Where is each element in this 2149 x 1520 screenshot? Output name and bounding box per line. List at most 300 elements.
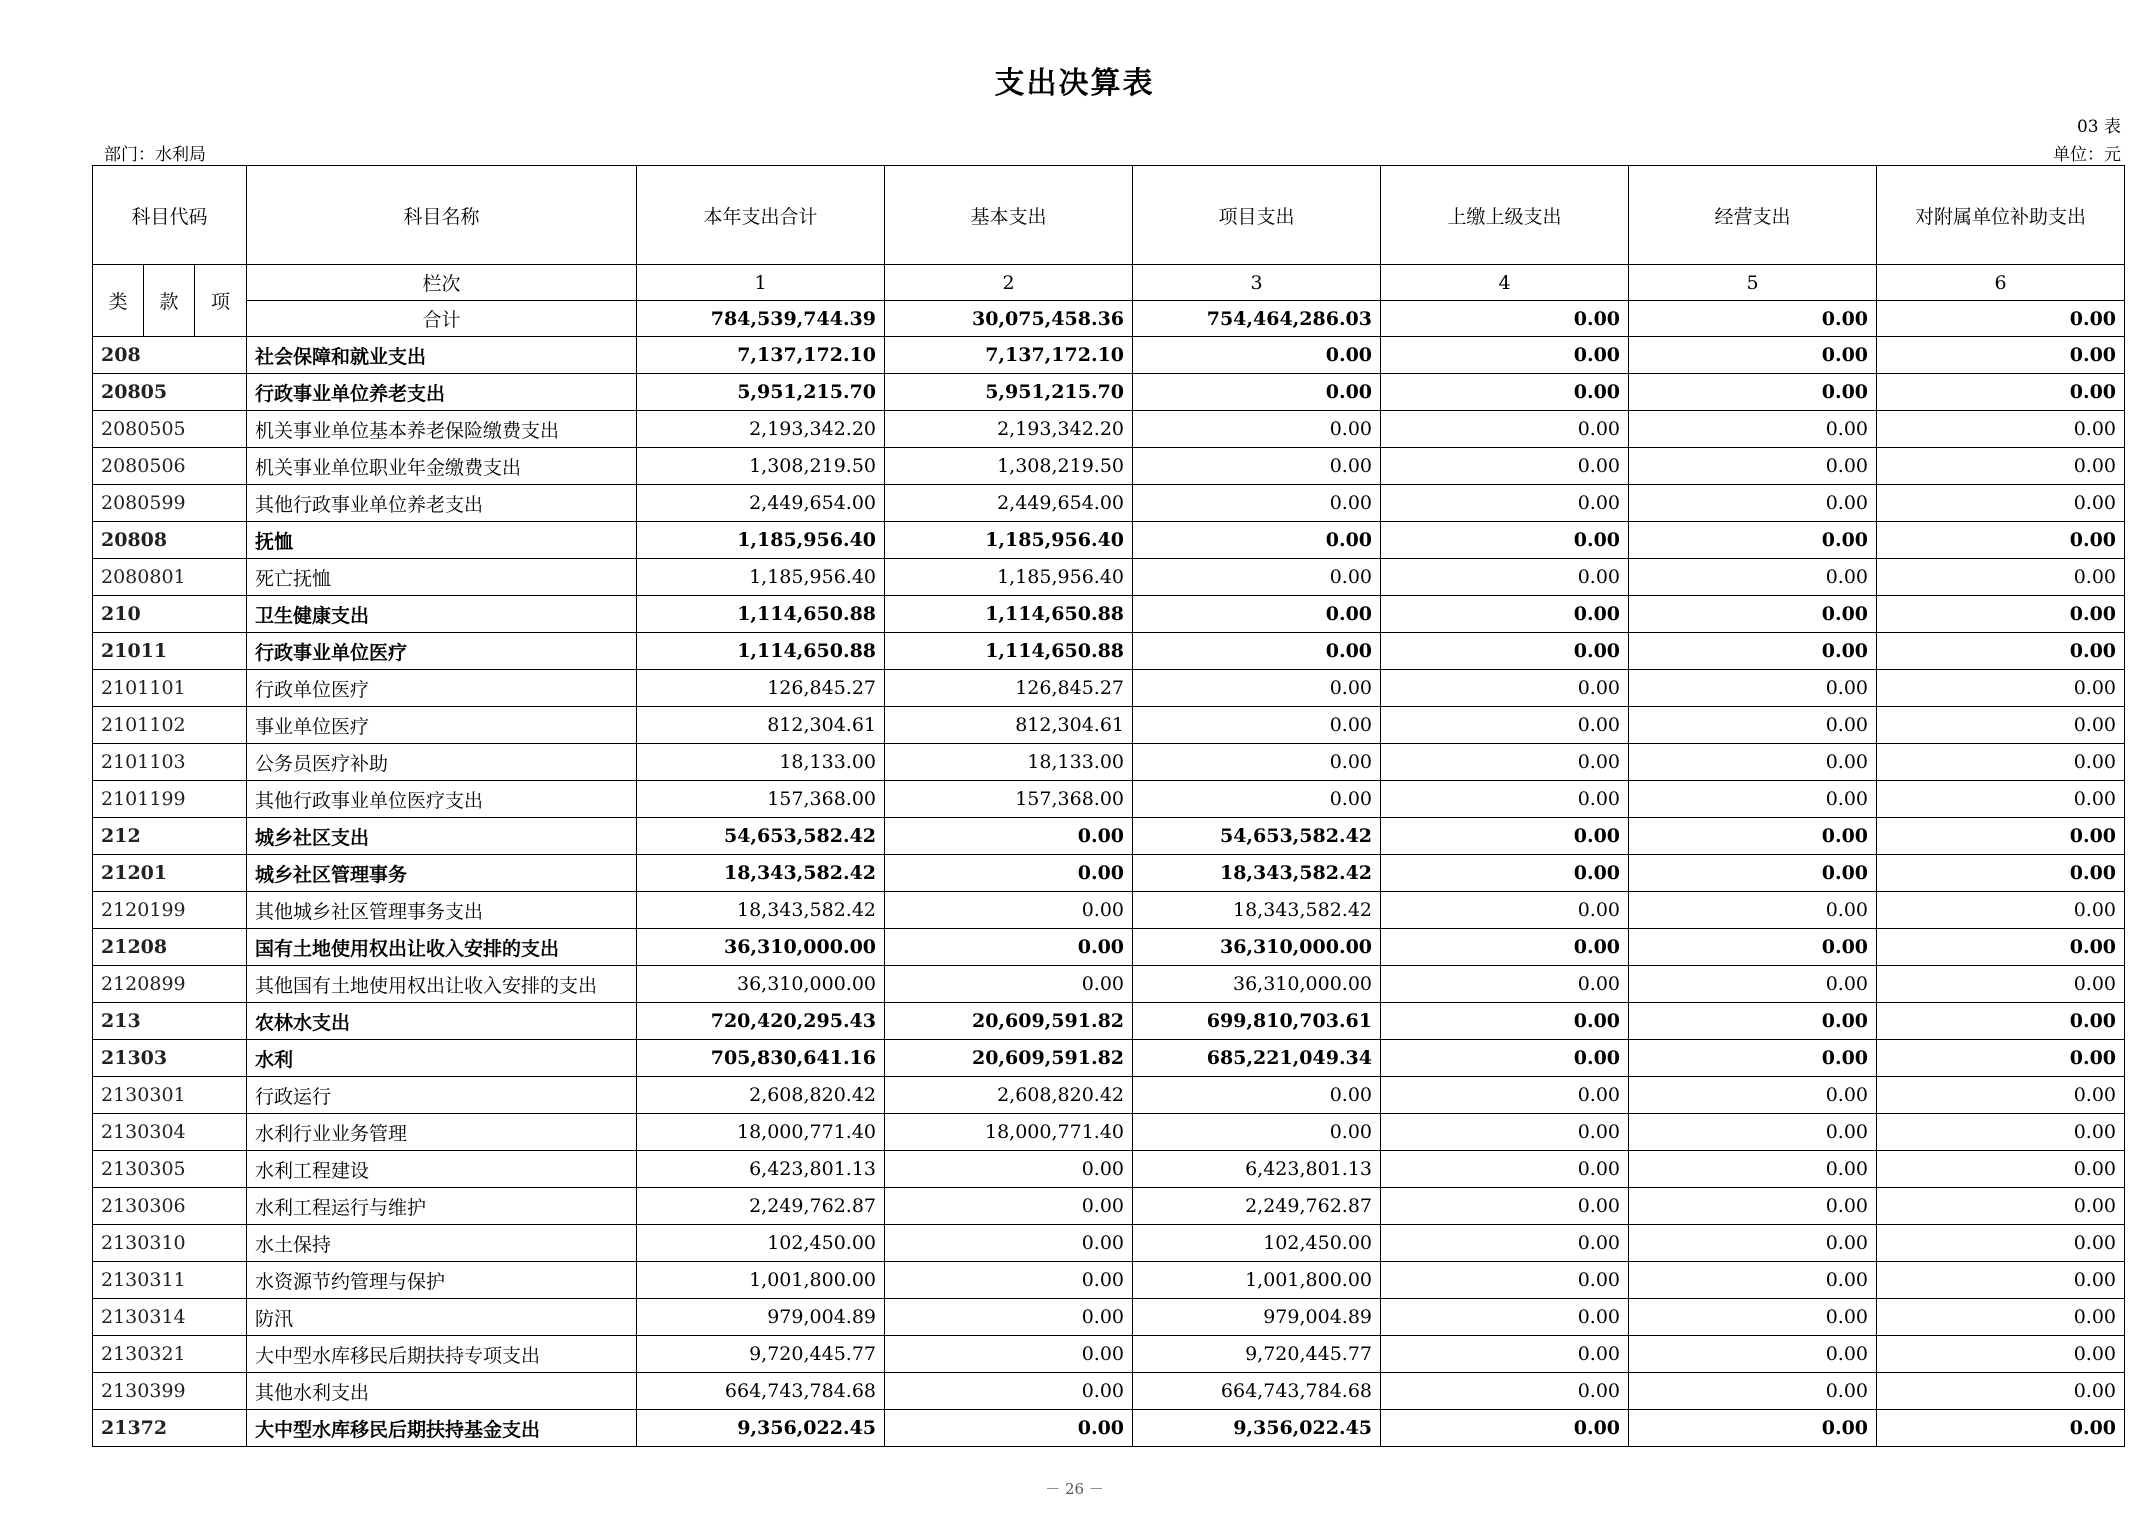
header-lanci: 栏次 xyxy=(247,265,637,301)
amount-cell: 0.00 xyxy=(1133,374,1381,411)
amount-cell: 0.00 xyxy=(1877,966,2125,1003)
subject-name: 其他国有土地使用权出让收入安排的支出 xyxy=(247,966,637,1003)
amount-cell: 0.00 xyxy=(1629,1151,1877,1188)
total-cell: 0.00 xyxy=(1629,301,1877,337)
amount-cell: 0.00 xyxy=(1877,855,2125,892)
subject-code: 2080505 xyxy=(93,411,247,448)
amount-cell: 0.00 xyxy=(1629,448,1877,485)
amount-cell: 0.00 xyxy=(1877,1040,2125,1077)
amount-cell: 0.00 xyxy=(1133,596,1381,633)
subject-code: 2080506 xyxy=(93,448,247,485)
amount-cell: 0.00 xyxy=(1381,855,1629,892)
amount-cell: 0.00 xyxy=(1133,522,1381,559)
subject-name: 行政事业单位养老支出 xyxy=(247,374,637,411)
subject-code: 2080801 xyxy=(93,559,247,596)
amount-cell: 1,114,650.88 xyxy=(637,633,885,670)
table-row xyxy=(93,448,2125,485)
amount-cell: 979,004.89 xyxy=(1133,1299,1381,1336)
amount-cell: 0.00 xyxy=(1133,559,1381,596)
table-row xyxy=(93,522,2125,559)
column-number: 5 xyxy=(1629,265,1877,301)
unit-label: 单位：元 xyxy=(2053,145,2121,165)
table-row xyxy=(93,596,2125,633)
table-row xyxy=(93,485,2125,522)
amount-cell: 0.00 xyxy=(1381,781,1629,818)
amount-cell: 0.00 xyxy=(1381,1373,1629,1410)
subject-code: 21201 xyxy=(93,855,247,892)
amount-cell: 0.00 xyxy=(1381,818,1629,855)
amount-cell: 0.00 xyxy=(1877,892,2125,929)
total-cell: 30,075,458.36 xyxy=(885,301,1133,337)
amount-cell: 0.00 xyxy=(885,966,1133,1003)
amount-cell: 2,608,820.42 xyxy=(637,1077,885,1114)
subject-name: 水利工程运行与维护 xyxy=(247,1188,637,1225)
amount-cell: 0.00 xyxy=(1629,1299,1877,1336)
amount-cell: 0.00 xyxy=(1877,1262,2125,1299)
subject-name: 行政事业单位医疗 xyxy=(247,633,637,670)
amount-cell: 0.00 xyxy=(1877,1077,2125,1114)
subject-name: 防汛 xyxy=(247,1299,637,1336)
amount-cell: 0.00 xyxy=(1629,1003,1877,1040)
subject-name: 社会保障和就业支出 xyxy=(247,337,637,374)
table-row xyxy=(93,1003,2125,1040)
amount-cell: 0.00 xyxy=(1629,1040,1877,1077)
subject-code: 213 xyxy=(93,1003,247,1040)
amount-cell: 18,133.00 xyxy=(885,744,1133,781)
amount-cell: 0.00 xyxy=(1133,1077,1381,1114)
amount-cell: 0.00 xyxy=(1629,1188,1877,1225)
amount-cell: 102,450.00 xyxy=(1133,1225,1381,1262)
amount-cell: 0.00 xyxy=(1381,485,1629,522)
subject-name: 水利行业业务管理 xyxy=(247,1114,637,1151)
amount-cell: 0.00 xyxy=(885,818,1133,855)
amount-cell: 0.00 xyxy=(1133,633,1381,670)
amount-cell: 2,249,762.87 xyxy=(1133,1188,1381,1225)
amount-cell: 0.00 xyxy=(1877,707,2125,744)
amount-cell: 720,420,295.43 xyxy=(637,1003,885,1040)
column-number: 6 xyxy=(1877,265,2125,301)
subject-code: 2130321 xyxy=(93,1336,247,1373)
subject-name: 其他行政事业单位养老支出 xyxy=(247,485,637,522)
amount-cell: 157,368.00 xyxy=(637,781,885,818)
subject-code: 2080599 xyxy=(93,485,247,522)
subject-name: 城乡社区支出 xyxy=(247,818,637,855)
subject-name: 其他水利支出 xyxy=(247,1373,637,1410)
amount-cell: 18,343,582.42 xyxy=(637,892,885,929)
amount-cell: 664,743,784.68 xyxy=(637,1373,885,1410)
amount-cell: 0.00 xyxy=(1629,374,1877,411)
amount-cell: 0.00 xyxy=(1381,337,1629,374)
subject-code: 2130311 xyxy=(93,1262,247,1299)
table-row xyxy=(93,855,2125,892)
amount-cell: 812,304.61 xyxy=(885,707,1133,744)
amount-cell: 0.00 xyxy=(1629,670,1877,707)
subject-name: 大中型水库移民后期扶持专项支出 xyxy=(247,1336,637,1373)
table-row xyxy=(93,1336,2125,1373)
header-name: 科目名称 xyxy=(247,166,637,265)
subject-name: 水利 xyxy=(247,1040,637,1077)
table-row xyxy=(93,966,2125,1003)
subject-name: 行政单位医疗 xyxy=(247,670,637,707)
amount-cell: 0.00 xyxy=(1877,1151,2125,1188)
subject-code: 2101103 xyxy=(93,744,247,781)
amount-cell: 0.00 xyxy=(1133,670,1381,707)
amount-cell: 0.00 xyxy=(1381,929,1629,966)
amount-cell: 7,137,172.10 xyxy=(637,337,885,374)
amount-cell: 20,609,591.82 xyxy=(885,1003,1133,1040)
amount-cell: 1,185,956.40 xyxy=(885,559,1133,596)
subject-name: 死亡抚恤 xyxy=(247,559,637,596)
subject-code: 208 xyxy=(93,337,247,374)
amount-cell: 5,951,215.70 xyxy=(637,374,885,411)
column-number: 2 xyxy=(885,265,1133,301)
amount-cell: 0.00 xyxy=(1877,374,2125,411)
amount-cell: 9,720,445.77 xyxy=(1133,1336,1381,1373)
amount-cell: 1,308,219.50 xyxy=(637,448,885,485)
amount-cell: 1,114,650.88 xyxy=(885,596,1133,633)
table-row xyxy=(93,337,2125,374)
table-row xyxy=(93,670,2125,707)
amount-cell: 54,653,582.42 xyxy=(1133,818,1381,855)
subject-name: 水利工程建设 xyxy=(247,1151,637,1188)
amount-cell: 5,951,215.70 xyxy=(885,374,1133,411)
amount-cell: 0.00 xyxy=(1381,744,1629,781)
table-row xyxy=(93,1077,2125,1114)
amount-cell: 0.00 xyxy=(1629,485,1877,522)
amount-cell: 0.00 xyxy=(1629,1114,1877,1151)
amount-cell: 0.00 xyxy=(1381,966,1629,1003)
amount-cell: 705,830,641.16 xyxy=(637,1040,885,1077)
amount-cell: 0.00 xyxy=(885,892,1133,929)
amount-cell: 0.00 xyxy=(1381,707,1629,744)
table-row xyxy=(93,744,2125,781)
subject-name: 卫生健康支出 xyxy=(247,596,637,633)
table-row xyxy=(93,781,2125,818)
subject-name: 国有土地使用权出让收入安排的支出 xyxy=(247,929,637,966)
amount-cell: 0.00 xyxy=(1381,1410,1629,1447)
amount-cell: 0.00 xyxy=(1629,966,1877,1003)
amount-cell: 0.00 xyxy=(1381,892,1629,929)
amount-cell: 36,310,000.00 xyxy=(1133,929,1381,966)
page-number: － 26 － xyxy=(1045,1480,1104,1498)
subject-code: 2101199 xyxy=(93,781,247,818)
amount-cell: 0.00 xyxy=(1877,1373,2125,1410)
amount-cell: 18,343,582.42 xyxy=(637,855,885,892)
subject-name: 事业单位医疗 xyxy=(247,707,637,744)
amount-cell: 0.00 xyxy=(1381,633,1629,670)
amount-cell: 979,004.89 xyxy=(637,1299,885,1336)
subject-code: 2101101 xyxy=(93,670,247,707)
amount-cell: 18,133.00 xyxy=(637,744,885,781)
subject-name: 行政运行 xyxy=(247,1077,637,1114)
table-row xyxy=(93,1262,2125,1299)
subject-code: 2130306 xyxy=(93,1188,247,1225)
amount-cell: 0.00 xyxy=(1877,1410,2125,1447)
table-row xyxy=(93,1410,2125,1447)
amount-cell: 0.00 xyxy=(1381,1040,1629,1077)
amount-cell: 0.00 xyxy=(1629,929,1877,966)
amount-cell: 0.00 xyxy=(1629,781,1877,818)
header-xiang: 项 xyxy=(195,265,247,337)
amount-cell: 0.00 xyxy=(1877,411,2125,448)
header-col5: 经营支出 xyxy=(1629,166,1877,265)
table-row xyxy=(93,1188,2125,1225)
header-code: 科目代码 xyxy=(93,166,247,265)
amount-cell: 0.00 xyxy=(1877,596,2125,633)
amount-cell: 0.00 xyxy=(1877,1225,2125,1262)
table-row xyxy=(93,707,2125,744)
table-row xyxy=(93,1299,2125,1336)
expenditure-table xyxy=(92,165,2125,1447)
amount-cell: 0.00 xyxy=(1629,855,1877,892)
amount-cell: 0.00 xyxy=(1629,596,1877,633)
amount-cell: 0.00 xyxy=(1629,1410,1877,1447)
amount-cell: 2,193,342.20 xyxy=(637,411,885,448)
amount-cell: 0.00 xyxy=(1877,1003,2125,1040)
subject-code: 2130305 xyxy=(93,1151,247,1188)
subject-code: 21372 xyxy=(93,1410,247,1447)
form-number: 03 表 xyxy=(2076,117,2121,137)
amount-cell: 0.00 xyxy=(885,1410,1133,1447)
header-col2: 基本支出 xyxy=(885,166,1133,265)
total-cell: 754,464,286.03 xyxy=(1133,301,1381,337)
amount-cell: 157,368.00 xyxy=(885,781,1133,818)
amount-cell: 0.00 xyxy=(1629,337,1877,374)
amount-cell: 0.00 xyxy=(1629,633,1877,670)
amount-cell: 0.00 xyxy=(885,1299,1133,1336)
amount-cell: 0.00 xyxy=(885,855,1133,892)
amount-cell: 0.00 xyxy=(1381,1262,1629,1299)
column-number: 4 xyxy=(1381,265,1629,301)
amount-cell: 0.00 xyxy=(1629,1262,1877,1299)
amount-cell: 9,720,445.77 xyxy=(637,1336,885,1373)
amount-cell: 0.00 xyxy=(885,1336,1133,1373)
table-row xyxy=(93,411,2125,448)
table-row xyxy=(93,818,2125,855)
amount-cell: 0.00 xyxy=(885,1151,1133,1188)
amount-cell: 1,114,650.88 xyxy=(637,596,885,633)
amount-cell: 54,653,582.42 xyxy=(637,818,885,855)
amount-cell: 102,450.00 xyxy=(637,1225,885,1262)
subject-name: 公务员医疗补助 xyxy=(247,744,637,781)
amount-cell: 126,845.27 xyxy=(637,670,885,707)
amount-cell: 0.00 xyxy=(1381,1151,1629,1188)
amount-cell: 0.00 xyxy=(1381,1225,1629,1262)
amount-cell: 0.00 xyxy=(1381,411,1629,448)
subject-name: 农林水支出 xyxy=(247,1003,637,1040)
amount-cell: 1,185,956.40 xyxy=(637,522,885,559)
amount-cell: 0.00 xyxy=(1381,1114,1629,1151)
subject-code: 2130399 xyxy=(93,1373,247,1410)
subject-code: 210 xyxy=(93,596,247,633)
amount-cell: 18,343,582.42 xyxy=(1133,855,1381,892)
amount-cell: 1,308,219.50 xyxy=(885,448,1133,485)
table-row xyxy=(93,374,2125,411)
amount-cell: 0.00 xyxy=(1381,559,1629,596)
amount-cell: 2,449,654.00 xyxy=(637,485,885,522)
amount-cell: 0.00 xyxy=(1381,522,1629,559)
amount-cell: 0.00 xyxy=(885,1225,1133,1262)
amount-cell: 1,001,800.00 xyxy=(1133,1262,1381,1299)
subject-code: 2101102 xyxy=(93,707,247,744)
amount-cell: 0.00 xyxy=(885,1373,1133,1410)
amount-cell: 18,000,771.40 xyxy=(637,1114,885,1151)
amount-cell: 0.00 xyxy=(1877,929,2125,966)
amount-cell: 6,423,801.13 xyxy=(1133,1151,1381,1188)
table-header xyxy=(93,166,2125,337)
amount-cell: 2,608,820.42 xyxy=(885,1077,1133,1114)
subject-name: 其他行政事业单位医疗支出 xyxy=(247,781,637,818)
amount-cell: 0.00 xyxy=(1381,1003,1629,1040)
amount-cell: 0.00 xyxy=(1381,1188,1629,1225)
subject-name: 机关事业单位基本养老保险缴费支出 xyxy=(247,411,637,448)
amount-cell: 36,310,000.00 xyxy=(637,966,885,1003)
header-col6: 对附属单位补助支出 xyxy=(1877,166,2125,265)
amount-cell: 0.00 xyxy=(1629,522,1877,559)
amount-cell: 20,609,591.82 xyxy=(885,1040,1133,1077)
subject-code: 21011 xyxy=(93,633,247,670)
total-cell: 0.00 xyxy=(1381,301,1629,337)
table-row xyxy=(93,1114,2125,1151)
amount-cell: 0.00 xyxy=(1877,485,2125,522)
amount-cell: 0.00 xyxy=(885,1188,1133,1225)
subject-code: 2120899 xyxy=(93,966,247,1003)
subject-code: 2130314 xyxy=(93,1299,247,1336)
amount-cell: 0.00 xyxy=(1629,559,1877,596)
amount-cell: 18,343,582.42 xyxy=(1133,892,1381,929)
amount-cell: 6,423,801.13 xyxy=(637,1151,885,1188)
table-body xyxy=(93,337,2125,1447)
amount-cell: 0.00 xyxy=(1877,337,2125,374)
amount-cell: 0.00 xyxy=(1381,1077,1629,1114)
table-row xyxy=(93,1040,2125,1077)
department-label: 部门：水利局 xyxy=(104,145,206,165)
amount-cell: 0.00 xyxy=(1133,744,1381,781)
amount-cell: 0.00 xyxy=(1629,707,1877,744)
amount-cell: 0.00 xyxy=(1877,559,2125,596)
amount-cell: 812,304.61 xyxy=(637,707,885,744)
amount-cell: 0.00 xyxy=(1381,374,1629,411)
amount-cell: 0.00 xyxy=(1629,892,1877,929)
header-lei: 类 xyxy=(93,265,144,337)
header-kuan: 款 xyxy=(144,265,195,337)
header-col1: 本年支出合计 xyxy=(637,166,885,265)
amount-cell: 1,185,956.40 xyxy=(885,522,1133,559)
amount-cell: 0.00 xyxy=(1877,448,2125,485)
amount-cell: 2,249,762.87 xyxy=(637,1188,885,1225)
subject-code: 2130304 xyxy=(93,1114,247,1151)
amount-cell: 685,221,049.34 xyxy=(1133,1040,1381,1077)
subject-name: 水资源节约管理与保护 xyxy=(247,1262,637,1299)
amount-cell: 18,000,771.40 xyxy=(885,1114,1133,1151)
amount-cell: 1,001,800.00 xyxy=(637,1262,885,1299)
subject-code: 20808 xyxy=(93,522,247,559)
amount-cell: 0.00 xyxy=(1133,411,1381,448)
amount-cell: 0.00 xyxy=(1877,670,2125,707)
subject-code: 2130310 xyxy=(93,1225,247,1262)
amount-cell: 0.00 xyxy=(1877,522,2125,559)
amount-cell: 7,137,172.10 xyxy=(885,337,1133,374)
amount-cell: 0.00 xyxy=(885,929,1133,966)
amount-cell: 699,810,703.61 xyxy=(1133,1003,1381,1040)
table-row xyxy=(93,559,2125,596)
amount-cell: 0.00 xyxy=(1381,1336,1629,1373)
total-label: 合计 xyxy=(247,301,637,337)
page-title: 支出决算表 xyxy=(994,66,1155,101)
subject-code: 2120199 xyxy=(93,892,247,929)
amount-cell: 0.00 xyxy=(1877,1299,2125,1336)
amount-cell: 36,310,000.00 xyxy=(637,929,885,966)
amount-cell: 0.00 xyxy=(1877,1336,2125,1373)
amount-cell: 0.00 xyxy=(1381,596,1629,633)
amount-cell: 0.00 xyxy=(1381,448,1629,485)
amount-cell: 0.00 xyxy=(1629,1077,1877,1114)
column-number: 1 xyxy=(637,265,885,301)
amount-cell: 1,114,650.88 xyxy=(885,633,1133,670)
subject-name: 大中型水库移民后期扶持基金支出 xyxy=(247,1410,637,1447)
header-col3: 项目支出 xyxy=(1133,166,1381,265)
total-cell: 0.00 xyxy=(1877,301,2125,337)
amount-cell: 0.00 xyxy=(1133,485,1381,522)
subject-code: 2130301 xyxy=(93,1077,247,1114)
total-cell: 784,539,744.39 xyxy=(637,301,885,337)
amount-cell: 0.00 xyxy=(1877,781,2125,818)
amount-cell: 0.00 xyxy=(1133,337,1381,374)
subject-code: 21303 xyxy=(93,1040,247,1077)
amount-cell: 36,310,000.00 xyxy=(1133,966,1381,1003)
subject-name: 抚恤 xyxy=(247,522,637,559)
subject-code: 20805 xyxy=(93,374,247,411)
subject-code: 21208 xyxy=(93,929,247,966)
amount-cell: 1,185,956.40 xyxy=(637,559,885,596)
amount-cell: 0.00 xyxy=(1629,744,1877,781)
amount-cell: 0.00 xyxy=(1629,1373,1877,1410)
amount-cell: 0.00 xyxy=(1133,781,1381,818)
amount-cell: 0.00 xyxy=(1877,744,2125,781)
subject-code: 212 xyxy=(93,818,247,855)
amount-cell: 0.00 xyxy=(1381,670,1629,707)
amount-cell: 0.00 xyxy=(1877,818,2125,855)
table-row xyxy=(93,1151,2125,1188)
table-row xyxy=(93,1225,2125,1262)
amount-cell: 0.00 xyxy=(1133,448,1381,485)
amount-cell: 0.00 xyxy=(1133,1114,1381,1151)
subject-name: 其他城乡社区管理事务支出 xyxy=(247,892,637,929)
amount-cell: 664,743,784.68 xyxy=(1133,1373,1381,1410)
amount-cell: 9,356,022.45 xyxy=(1133,1410,1381,1447)
subject-name: 机关事业单位职业年金缴费支出 xyxy=(247,448,637,485)
amount-cell: 0.00 xyxy=(1877,633,2125,670)
amount-cell: 0.00 xyxy=(1877,1188,2125,1225)
amount-cell: 2,193,342.20 xyxy=(885,411,1133,448)
amount-cell: 0.00 xyxy=(1381,1299,1629,1336)
table-row xyxy=(93,929,2125,966)
amount-cell: 126,845.27 xyxy=(885,670,1133,707)
subject-name: 城乡社区管理事务 xyxy=(247,855,637,892)
amount-cell: 0.00 xyxy=(885,1262,1133,1299)
column-number: 3 xyxy=(1133,265,1381,301)
amount-cell: 0.00 xyxy=(1629,411,1877,448)
table-row xyxy=(93,892,2125,929)
table-row xyxy=(93,633,2125,670)
amount-cell: 0.00 xyxy=(1629,818,1877,855)
amount-cell: 0.00 xyxy=(1133,707,1381,744)
amount-cell: 9,356,022.45 xyxy=(637,1410,885,1447)
amount-cell: 0.00 xyxy=(1629,1336,1877,1373)
amount-cell: 2,449,654.00 xyxy=(885,485,1133,522)
amount-cell: 0.00 xyxy=(1629,1225,1877,1262)
table-row xyxy=(93,1373,2125,1410)
